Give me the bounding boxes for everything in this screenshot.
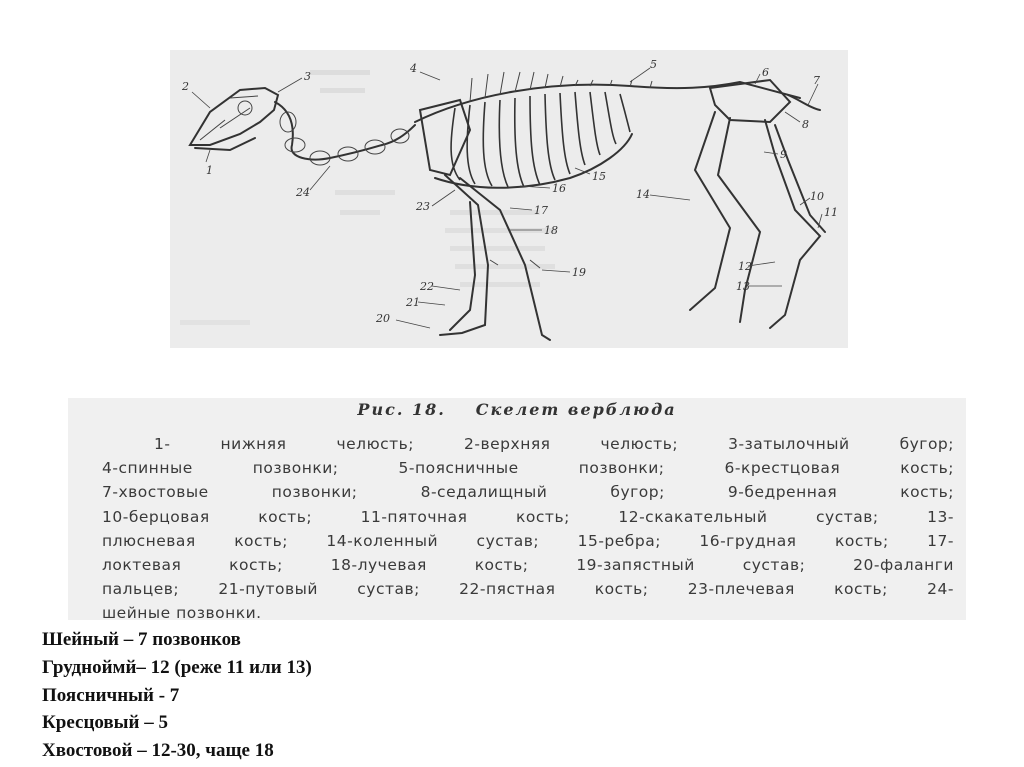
caption-line: локтевая кость; 18-лучевая кость; 19-запястный сустав; 20-фаланги [102,555,954,574]
front-legs [440,175,550,340]
label-8: 8 [802,118,809,131]
label-4: 4 [410,62,417,75]
label-14: 14 [636,188,650,201]
label-5: 5 [650,58,657,71]
label-24: 24 [296,186,310,199]
scapula [420,100,470,175]
fact-thoracic: Грудноймй– 12 (реже 11 или 13) [42,656,312,678]
label-11: 11 [824,206,838,219]
spine [415,72,800,122]
caption-line: 1- нижняя челюсть; 2-верхняя челюсть; 3-затылочный бугор; [154,435,954,453]
camel-skeleton-figure [170,50,848,348]
skull [190,88,278,150]
label-3: 3 [304,70,311,83]
pelvis [710,80,790,122]
label-10: 10 [810,190,824,203]
label-19: 19 [572,266,586,279]
caption-line: шейные позвонки. [102,604,262,623]
label-21: 21 [406,296,420,309]
hind-legs [690,112,825,328]
label-17: 17 [534,204,548,217]
label-12: 12 [738,260,752,273]
label-13: 13 [736,280,750,293]
fact-sacral: Кресцовый – 5 [42,712,168,734]
caption-line: 7-хвостовые позвонки; 8-седалищный бугор; 9-бедренная кость; [102,483,954,502]
caption-title-text: Скелет верблюда [475,400,677,419]
caption-line: 4-спинные позвонки; 5-поясничные позвонки; 6-крестцовая кость; [102,459,954,478]
vertebrae-facts [42,626,312,765]
fact-cervical: Шейный – 7 позвонков [42,629,241,650]
label-23: 23 [416,200,430,213]
label-22: 22 [420,280,434,293]
caption-title [68,400,966,419]
caption-legend [102,432,954,626]
label-7: 7 [813,74,820,87]
label-15: 15 [592,170,606,183]
label-6: 6 [762,66,769,79]
neck-vertebrae [275,102,415,165]
caption-line: плюсневая кость; 14-коленный сустав; 15-ребра; 16-грудная кость; 17- [102,531,954,550]
fact-lumbar: Поясничный - 7 [42,684,180,706]
label-2: 2 [182,80,189,93]
label-1: 1 [206,164,213,177]
label-16: 16 [552,182,566,195]
label-18: 18 [544,224,558,237]
fact-caudal: Хвостовой – 12-30, чаще 18 [42,740,274,762]
camel-skeleton-drawing [170,50,848,348]
tail [788,95,820,110]
label-20: 20 [376,312,390,325]
label-9: 9 [780,148,787,161]
figure-caption [68,398,966,623]
background-ghost-text [180,70,555,325]
label-leaders [192,68,822,328]
caption-line: пальцев; 21-путовый сустав; 22-пястная кость; 23-плечевая кость; 24- [102,580,954,599]
caption-figure-number: Рис. 18. [357,400,446,419]
caption-line: 10-берцовая кость; 11-пяточная кость; 12-скакательный сустав; 13- [102,507,954,526]
